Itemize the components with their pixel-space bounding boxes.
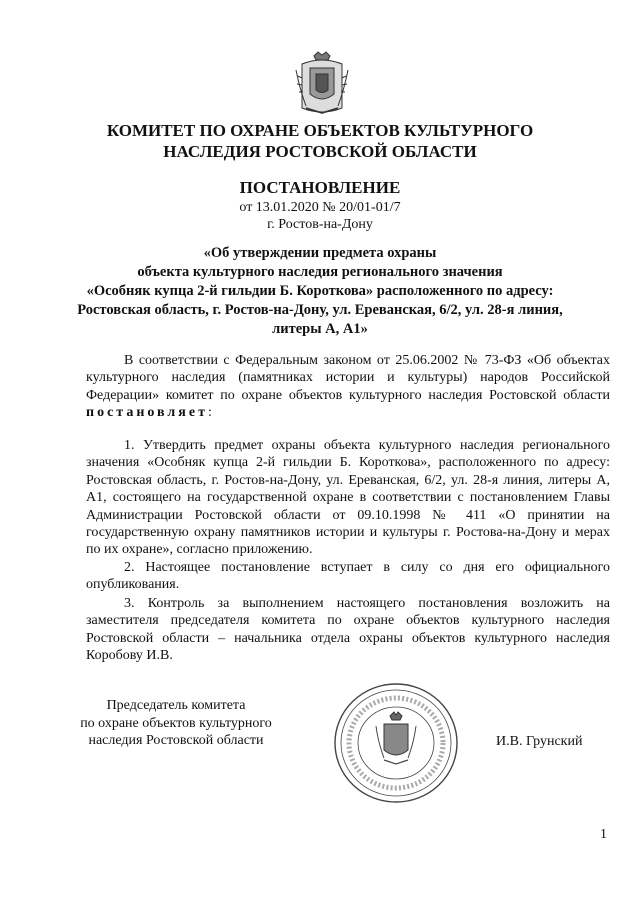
signatory-position-line1: Председатель комитета (106, 698, 246, 713)
clause-1-text: 1. Утвердить предмет охраны объекта культурного наследия регионального значения «Особняк купца 2-й гильдии Б. Короткова», расположенного по адресу: Ростовская область, г. Ростов-на-Дону, ул. Ереванская, 6/2, ул. 28-я линия, литеры А, А1, состоящего на государственной охране в соответствии с постановлением Главы Администрации Ростовской области от 09.10.1998 № 411 «О принятии на государственную охрану памятников истории и культуры г. Ростова-на-Дону и мерах по их охране», согласно приложению. (86, 438, 610, 558)
signatory-position-line3: наследия Ростовской области (88, 733, 264, 748)
signatory-name: И.В. Грунский (496, 734, 583, 749)
official-seal-icon (332, 680, 460, 806)
decree-title: ПОСТАНОВЛЕНИЕ (239, 178, 401, 197)
decree-subject (40, 244, 600, 339)
preamble-paragraph (86, 352, 610, 422)
preamble-text: В соответствии с Федеральным законом от 25.06.2002 № 73-ФЗ «Об объектах культурного наследия (памятниках истории и культуры) народов Российской Федерации» комитет по охране объектов культурного наследия Ростовской области (86, 353, 610, 403)
subject-line: литеры А, А1» (272, 321, 368, 337)
organization-name-line2: НАСЛЕДИЯ РОСТОВСКОЙ ОБЛАСТИ (163, 142, 477, 161)
decree-city: г. Ростов-на-Дону (267, 217, 373, 232)
signatory-position (56, 697, 296, 750)
signatory-position-line2: по охране объектов культурного (80, 715, 272, 731)
subject-line: «Особняк купца 2-й гильдии Б. Короткова» расположенного по адресу: (86, 283, 554, 299)
coat-of-arms-icon (292, 50, 352, 116)
subject-line: «Об утверждении предмета охраны (203, 245, 437, 261)
clause-2 (86, 559, 610, 594)
organization-name-line1: КОМИТЕТ ПО ОХРАНЕ ОБЪЕКТОВ КУЛЬТУРНОГО (106, 121, 534, 140)
page-number: 1 (600, 827, 607, 842)
clause-1 (86, 437, 610, 559)
preamble-end: : (207, 405, 212, 421)
clause-3-text: 3. Контроль за выполнением настоящего постановления возложить на заместителя председателя комитета по охране объектов культурного наследия Ростовской области – начальника отдела охраны объектов культурного наследия Коробову И.В. (86, 596, 610, 664)
subject-line: объекта культурного наследия регионального значения (137, 264, 503, 280)
resolves-word: постановляет (86, 405, 208, 421)
clause-3 (86, 595, 610, 665)
organization-name (40, 120, 600, 162)
subject-line: Ростовская область, г. Ростов-на-Дону, ул. Ереванская, 6/2, ул. 28-я линия, (77, 302, 563, 318)
clause-2-text: 2. Настоящее постановление вступает в силу со дня его официального опубликования. (86, 560, 610, 593)
decree-date-number: от 13.01.2020 № 20/01-01/7 (239, 200, 401, 215)
